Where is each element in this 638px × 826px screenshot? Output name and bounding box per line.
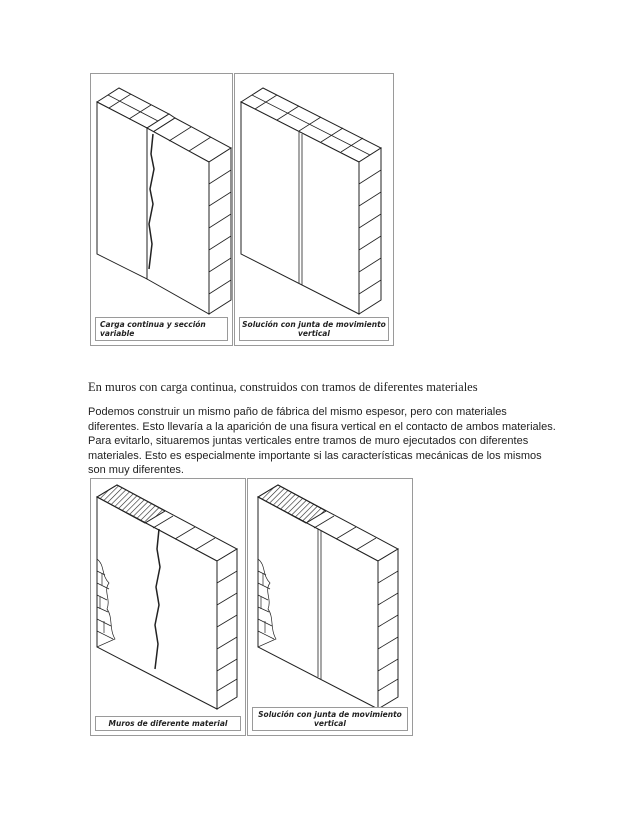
caption-line: vertical (298, 329, 330, 338)
figure-caption (95, 716, 241, 731)
figure-load-variable-section (90, 73, 233, 346)
caption-line: Solución con junta de movimiento (258, 710, 402, 719)
caption-line: Solución con junta de movimiento (242, 320, 386, 329)
wall-joint-illustration (235, 74, 393, 345)
figure-movement-joint-solution (234, 73, 394, 346)
figure-caption (95, 317, 228, 341)
caption-line: Carga continua y sección variable (100, 320, 206, 338)
figure-material-joint-solution (247, 478, 413, 736)
caption-line: vertical (314, 719, 346, 728)
figure-caption (252, 707, 408, 731)
figure-different-material (90, 478, 246, 736)
body-paragraph: Podemos construir un mismo paño de fábrica del mismo espesor, pero con materiales diferentes. Esto llevaría a la aparición de una fisura vertical en el contacto de ambos materiales. Para evitarlo, situaremos juntas verticales entre tramos de muro ejecutados con diferentes materiales. Esto es especialmente importante si las características mecánicas de los mismos son muy diferentes. (88, 406, 556, 476)
figure-caption (239, 317, 389, 341)
section-heading: En muros con carga continua, construidos con tramos de diferentes materiales (88, 380, 478, 394)
wall-material-crack-illustration (91, 479, 245, 735)
wall-crack-illustration (91, 74, 232, 345)
caption-line: Muros de diferente material (108, 719, 228, 728)
wall-material-joint-illustration (248, 479, 412, 735)
